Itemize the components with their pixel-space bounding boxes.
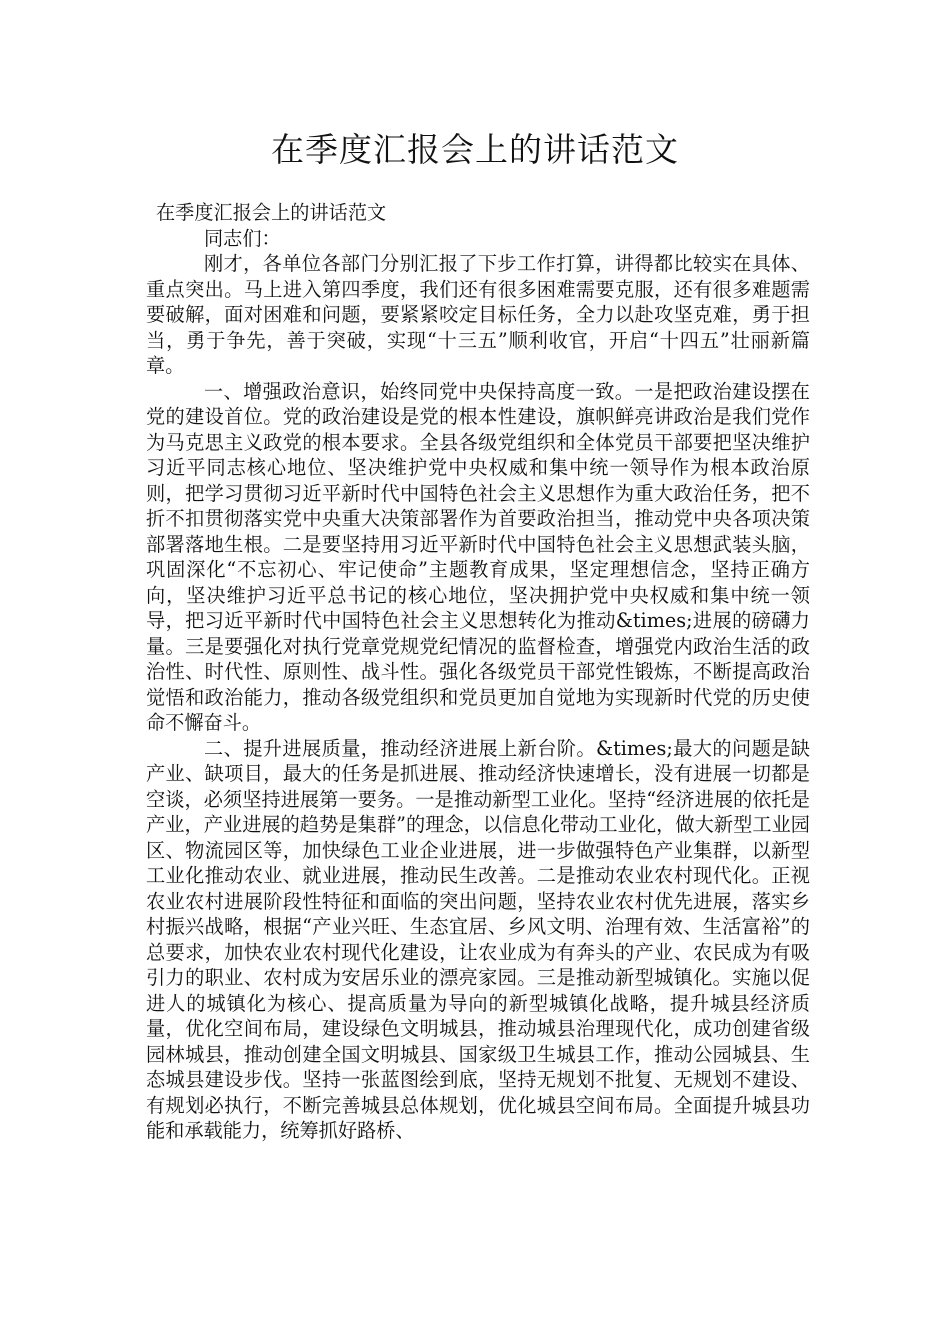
greeting: 同志们： [204,226,281,250]
document-body [146,200,810,1144]
paragraph-section-two: 二、提升进展质量，推动经济进展上新台阶。&times;最大的问题是缺产业、缺项目，最大的任务是抓进展、推动经济快速增长，没有进展一切都是空谈，必须坚持进展第一要务。一是推动新型工业化。坚持“经济进展的依托是产业，产业进展的趋势是集群”的理念，以信息化带动工业化，做大新型工业园区、物流园区等，加快绿色工业企业进展，进一步做强特色产业集群，以新型工业化推动农业、就业进展，推动民生改善。二是推动农业农村现代化。正视农业农村进展阶段性特征和面临的突出问题，坚持农业农村优先进展，落实乡村振兴战略，根据“产业兴旺、生态宜居、乡风文明、治理有效、生活富裕”的总要求，加快农业农村现代化建设，让农业成为有奔头的产业、农民成为有吸引力的职业、农村成为安居乐业的漂亮家园。三是推动新型城镇化。实施以促进人的城镇化为核心、提高质量为导向的新型城镇化战略，提升城县经济质量，优化空间布局，建设绿色文明城县，推动城县治理现代化，成功创建省级园林城县，推动创建全国文明城县、国家级卫生城县工作，推动公园城县、生态城县建设步伐。坚持一张蓝图绘到底，坚持无规划不批复、无规划不建设、有规划必执行，不断完善城县总体规划，优化城县空间布局。全面提升城县功能和承载能力，统筹抓好路桥、 [146,736,810,1142]
paragraph-section-one: 一、增强政治意识，始终同党中央保持高度一致。一是把政治建设摆在党的建设首位。党的政治建设是党的根本性建设，旗帜鲜亮讲政治是我们党作为马克思主义政党的根本要求。全县各级党组织和全体党员干部要把坚决维护习近平同志核心地位、坚决维护党中央权威和集中统一领导作为根本政治原则，把学习贯彻习近平新时代中国特色社会主义思想作为重大政治任务，把不折不扣贯彻落实党中央重大决策部署作为首要政治担当，推动党中央各项决策部署落地生根。二是要坚持用习近平新时代中国特色社会主义思想武装头脑，巩固深化“不忘初心、牢记使命”主题教育成果，坚定理想信念，坚持正确方向，坚决维护习近平总书记的核心地位，坚决拥护党中央权威和集中统一领导，把习近平新时代中国特色社会主义思想转化为推动&times;进展的磅礴力量。三是要强化对执行党章党规党纪情况的监督检查，增强党内政治生活的政治性、时代性、原则性、战斗性。强化各级党员干部党性锻炼，不断提高政治觉悟和政治能力，推动各级党组织和党员更加自觉地为实现新时代党的历史使命不懈奋斗。 [146,379,810,734]
document-subtitle: 在季度汇报会上的讲话范文 [156,201,387,224]
document-title: 在季度汇报会上的讲话范文 [271,130,679,169]
paragraph-opening: 刚才，各单位各部门分别汇报了下步工作打算，讲得都比较实在具体、重点突出。马上进入第四季度，我们还有很多困难需要克服，还有很多难题需要破解，面对困难和问题，要紧紧咬定目标任务，全力以赴攻坚克难，勇于担当，勇于争先，善于突破，实现“十三五”顺利收官，开启“十四五”壮丽新篇章。 [146,252,810,377]
